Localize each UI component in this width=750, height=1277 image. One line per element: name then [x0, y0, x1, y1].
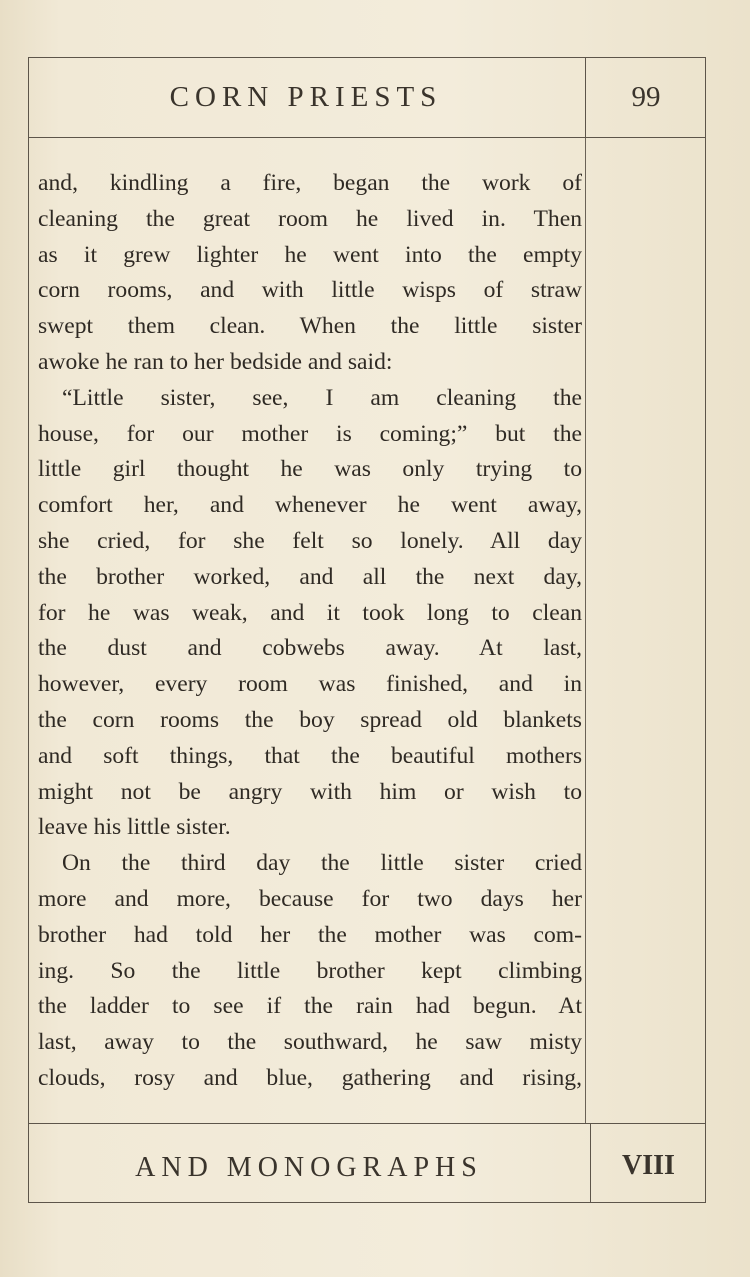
- text-line: comfort her, and whenever he went away,: [38, 492, 582, 519]
- text-line: cleaning the great room he lived in. Then: [38, 205, 582, 232]
- text-line: more and more, because for two days her: [38, 885, 582, 912]
- body-text: [38, 166, 582, 1097]
- margin-rule: [585, 138, 586, 1123]
- text-line: little girl thought he was only trying to: [38, 456, 582, 483]
- text-line: and soft things, that the beautiful mothers: [38, 742, 582, 769]
- text-line: ing. So the little brother kept climbing: [38, 957, 582, 984]
- text-line: clouds, rosy and blue, gathering and rising,: [38, 1064, 582, 1091]
- text-line: she cried, for she felt so lonely. All day: [38, 527, 582, 554]
- text-line: the corn rooms the boy spread old blankets: [38, 706, 582, 733]
- text-line: might not be angry with him or wish to: [38, 778, 582, 805]
- text-line: On the third day the little sister cried: [62, 850, 582, 877]
- series-title: AND MONOGRAPHS: [135, 1152, 483, 1183]
- text-line: “Little sister, see, I am cleaning the: [62, 384, 582, 411]
- text-line: leave his little sister.: [38, 814, 231, 841]
- text-line: and, kindling a fire, began the work of: [38, 170, 582, 196]
- text-line: however, every room was finished, and in: [38, 671, 582, 698]
- text-line: the dust and cobwebs away. At last,: [38, 635, 582, 662]
- text-line: the brother worked, and all the next day,: [38, 563, 582, 590]
- running-title: CORN PRIESTS: [169, 81, 443, 113]
- text-line: swept them clean. When the little sister: [38, 313, 582, 340]
- running-header: [28, 57, 706, 138]
- text-line: corn rooms, and with little wisps of straw: [38, 277, 582, 304]
- text-line: awoke he ran to her bedside and said:: [38, 348, 393, 375]
- text-line: house, for our mother is coming;” but the: [38, 420, 582, 447]
- volume-number: VIII: [590, 1124, 706, 1203]
- text-line: for he was weak, and it took long to clean: [38, 599, 582, 626]
- text-line: last, away to the southward, he saw misty: [38, 1029, 582, 1056]
- text-line: as it grew lighter he went into the empty: [38, 241, 582, 268]
- text-line: the ladder to see if the rain had begun. At: [38, 993, 582, 1020]
- running-footer: [28, 1123, 706, 1203]
- text-line: brother had told her the mother was com-: [38, 921, 582, 948]
- page-number: 99: [585, 57, 706, 137]
